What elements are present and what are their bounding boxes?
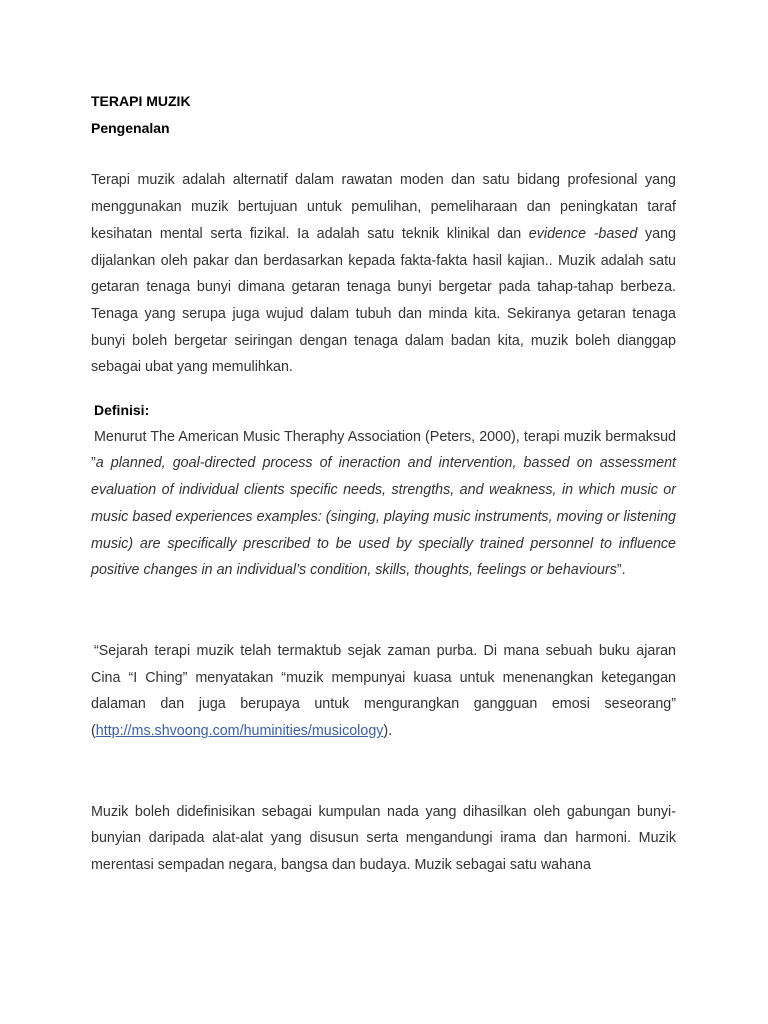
paragraph-text: ).	[383, 723, 393, 740]
paragraph-text: Menurut The American Music Theraphy Association (Peters, 2000), terapi muzik bermaksud ”	[91, 428, 676, 472]
document-page	[91, 88, 676, 879]
section-heading-pengenalan: Pengenalan	[91, 119, 170, 136]
reference-link[interactable]: http://ms.shvoong.com/huminities/musicology	[95, 723, 384, 740]
paragraph-text: “Sejarah terapi muzik telah termaktub sejak zaman purba. Di mana sebuah buku ajaran Cina “I Ching” menyatakan “muzik mempunyai kuasa untuk menenangkan ketegangan dalaman dan juga berupaya untuk mengurangkan gangguan emosi seseorang” (	[91, 642, 676, 740]
paragraph-text: Terapi muzik adalah alternatif dalam rawatan moden dan satu bidang profesional yang menggunakan muzik bertujuan untuk pemulihan, pemeliharaan dan peningkatan taraf kesihatan mental serta fizikal. Ia adalah satu teknik klinikal dan	[91, 172, 676, 242]
emphasis-text: evidence -based	[528, 225, 638, 242]
spacer	[91, 141, 676, 167]
paragraph-text: yang dijalankan oleh pakar dan berdasarkan kepada fakta-fakta hasil kajian.. Muzik adalah satu getaran tenaga bunyi dimana getaran tenaga bunyi bergetar pada tahap-tahap berbeza. Tenaga yang serupa juga wujud dalam tubuh dan minda kita. Sekiranya getaran tenaga bunyi boleh bergetar seiringan dengan tenaga dalam badan kita, muzik boleh dianggap sebagai ubat yang memulihkan.	[91, 225, 676, 376]
paragraph-introduction	[91, 167, 676, 381]
paragraph-music-definition: Muzik boleh didefinisikan sebagai kumpulan nada yang dihasilkan oleh gabungan bunyi-bunyian daripada alat-alat yang disusun serta mengandungi irama dan harmoni. Muzik merentasi sempadan negara, bangsa dan budaya. Muzik sebagai satu wahana	[91, 803, 676, 874]
quoted-definition: a planned, goal-directed process of ineraction and intervention, bassed on assessment evaluation of individual clients specific needs, strengths, and weakness, in which music or music based experiences examples: (singing, playing music instruments, moving or listening music) are specifically prescribed to be used by specially trained personnel to influence positive changes in an individual’s condition, skills, thoughts, feelings or behaviours	[91, 455, 676, 579]
spacer	[91, 381, 676, 397]
paragraph-definition	[91, 424, 676, 584]
section-heading-definisi: Definisi:	[94, 402, 150, 419]
document-title: TERAPI MUZIK	[91, 93, 191, 109]
paragraph-history	[91, 638, 676, 745]
spacer	[91, 584, 676, 638]
spacer	[91, 745, 676, 799]
paragraph-text: ”.	[616, 562, 626, 579]
